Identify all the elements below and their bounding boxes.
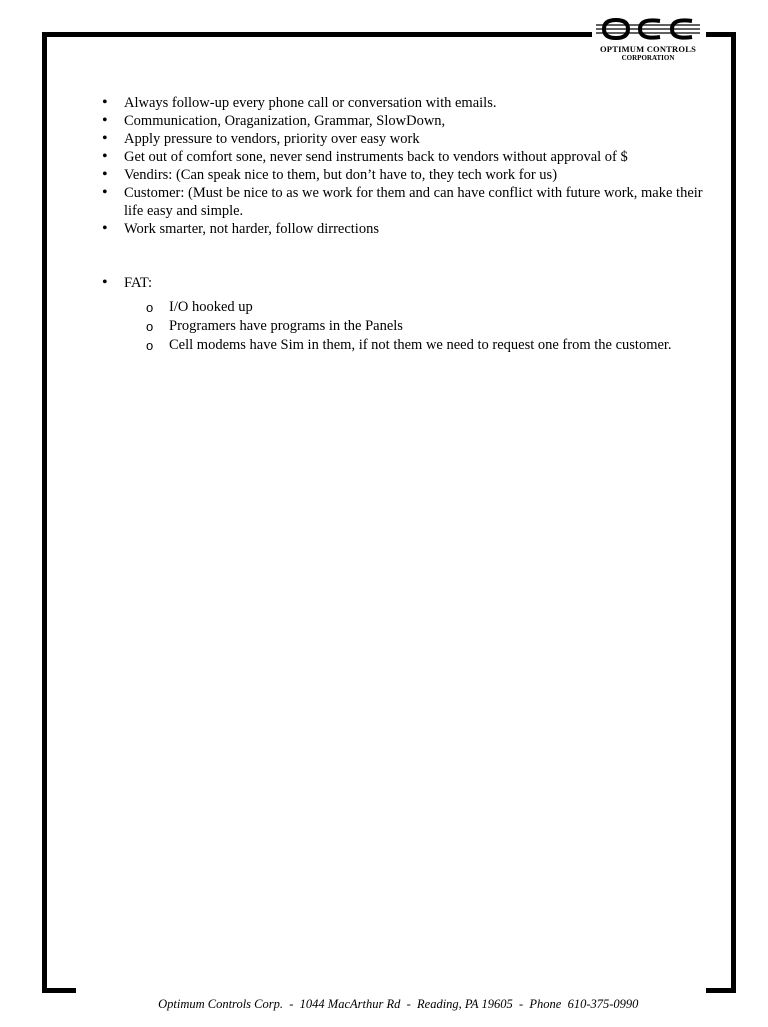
- sub-list-item: o I/O hooked up: [124, 298, 710, 317]
- fat-label: FAT:: [124, 275, 153, 291]
- sub-list-item: o Programers have programs in the Panels: [124, 317, 710, 336]
- list-item: • Communication, Oraganization, Grammar, SlowDown,: [100, 112, 710, 130]
- fat-bullet-list: [100, 274, 710, 355]
- fat-list-item: [100, 274, 710, 355]
- border-right: [731, 32, 736, 993]
- document-body: [100, 94, 710, 355]
- border-left: [42, 32, 47, 993]
- logo-company-suffix: CORPORATION: [621, 54, 675, 62]
- border-top: [42, 32, 592, 37]
- list-item: • Vendirs: (Can speak nice to them, but don’t have to, they tech work for us): [100, 166, 710, 184]
- list-item: • Work smarter, not harder, follow dirrections: [100, 220, 710, 238]
- page-footer: [0, 982, 768, 1027]
- sub-list-item: o Cell modems have Sim in them, if not them we need to request one from the customer.: [124, 336, 710, 355]
- logo-company-name: OPTIMUM CONTROLS: [600, 44, 696, 54]
- main-bullet-list: [100, 94, 710, 238]
- company-logo: [592, 12, 704, 68]
- footer-address: Optimum Controls Corp. - 1044 MacArthur Rd - Reading, PA 19605 - Phone 610-375-0990: [158, 997, 639, 1011]
- list-item: • Apply pressure to vendors, priority over easy work: [100, 130, 710, 148]
- occ-logo-icon: [596, 16, 700, 42]
- list-item: • Get out of comfort sone, never send instruments back to vendors without approval of $: [100, 148, 710, 166]
- list-item: • Always follow-up every phone call or conversation with emails.: [100, 94, 710, 112]
- fat-sub-list: [124, 298, 710, 355]
- list-item: • Customer: (Must be nice to as we work for them and can have conflict with future work, make their life easy and simple.: [100, 184, 710, 220]
